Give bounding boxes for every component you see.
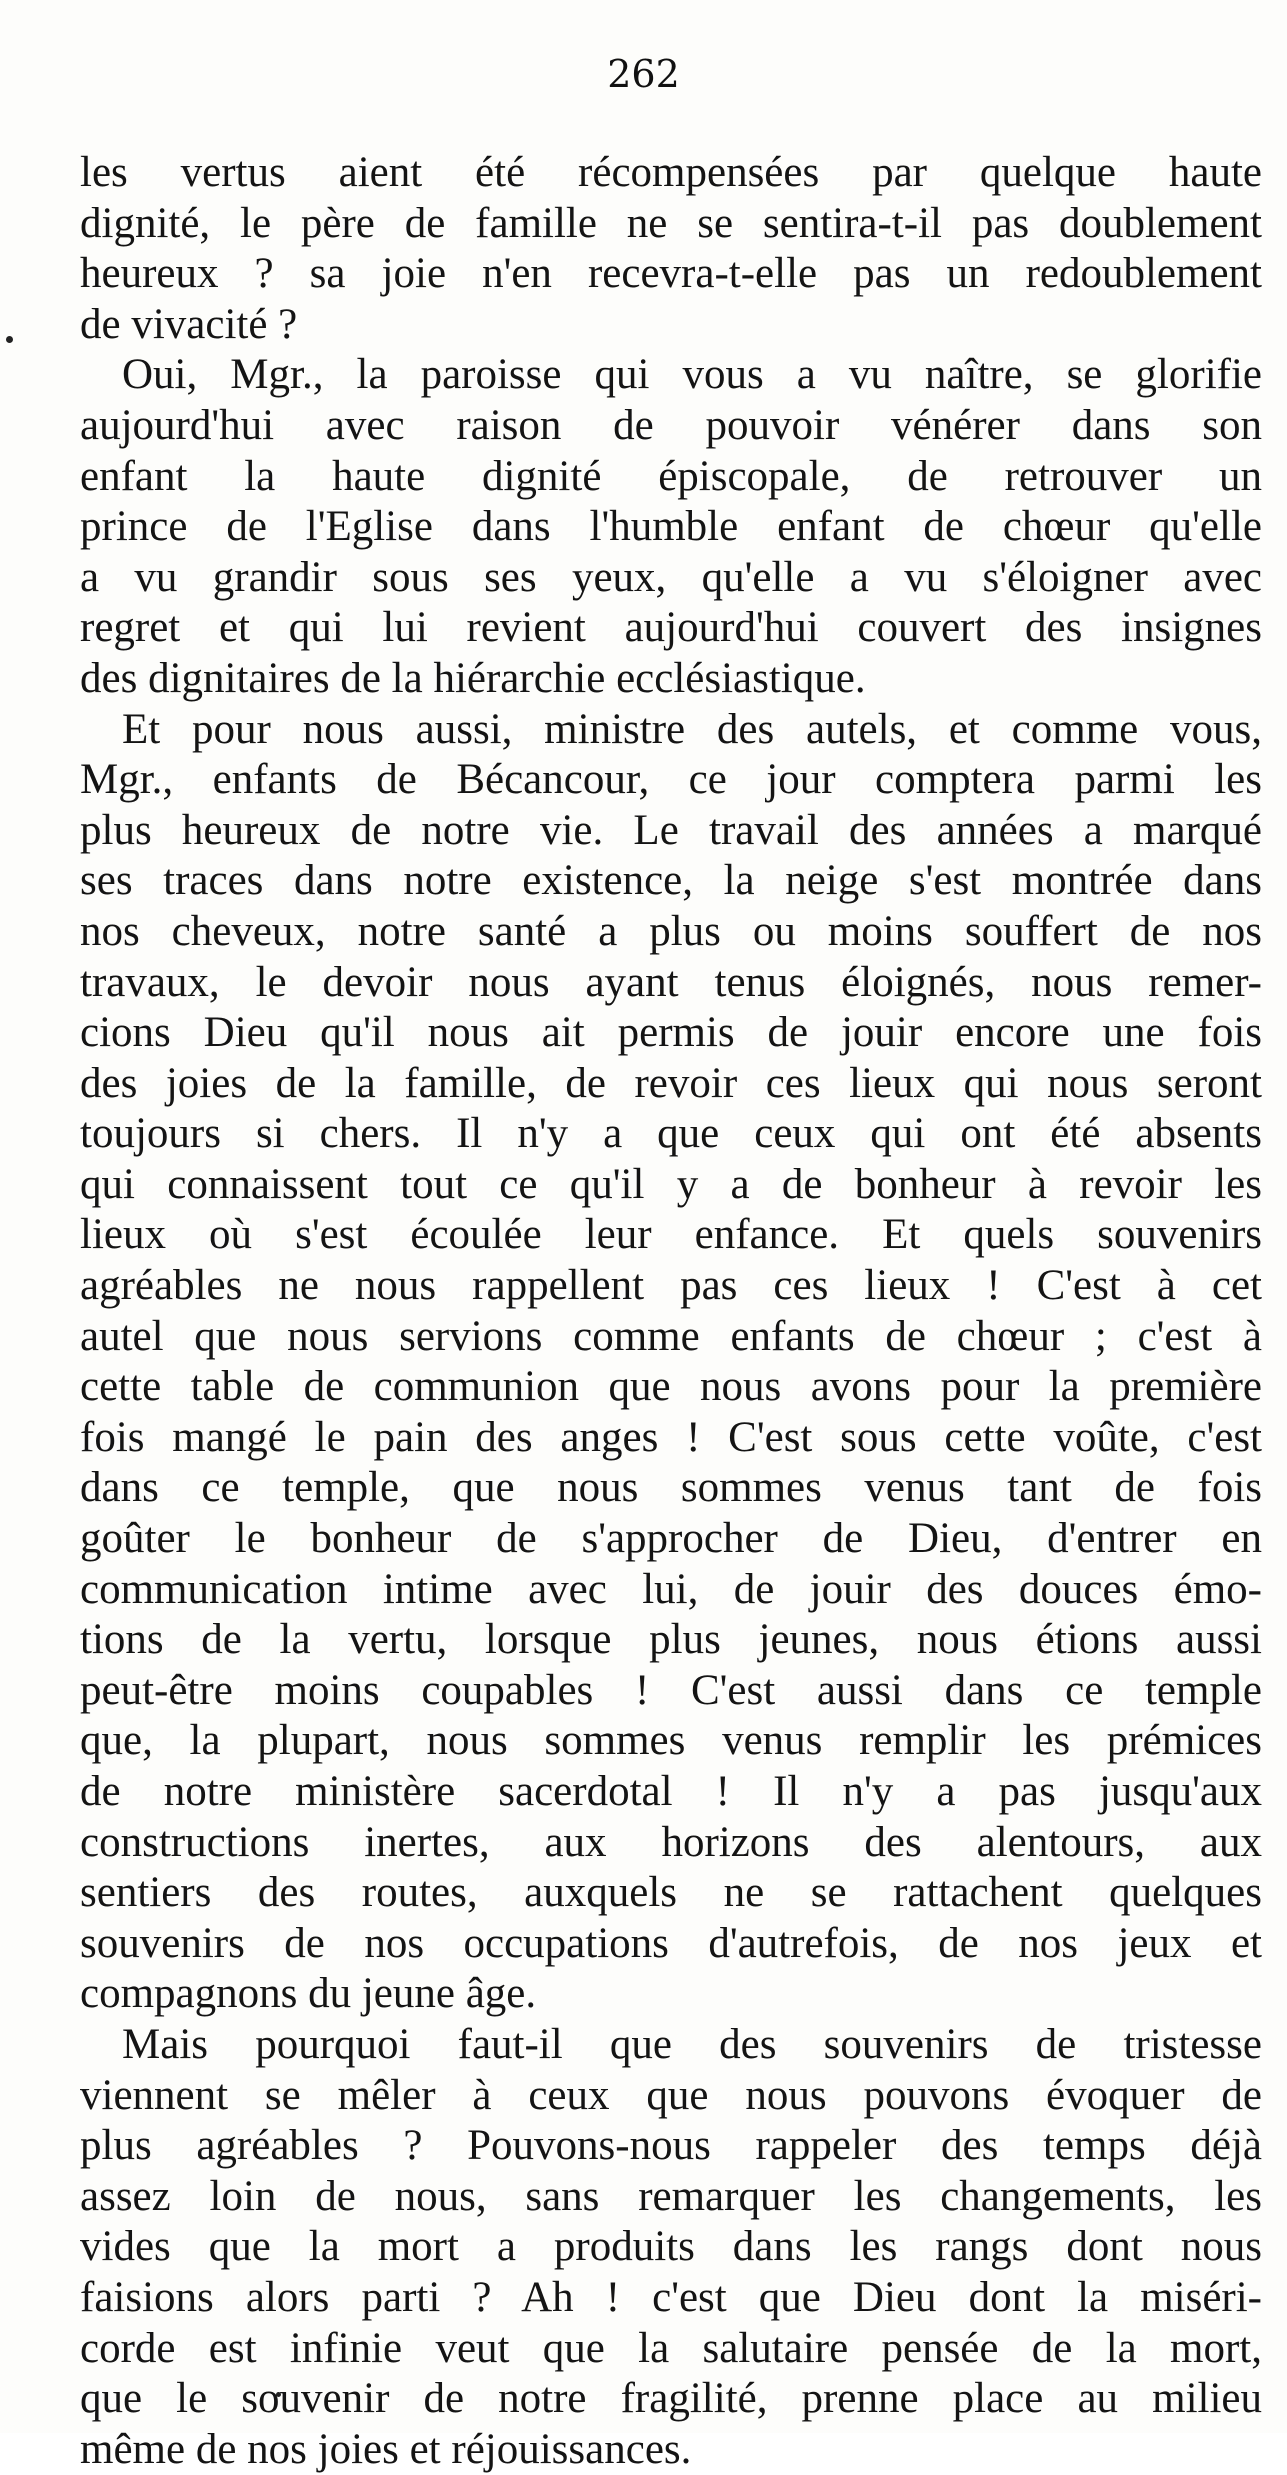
text-line: prince de l'Eglise dans l'humble enfant de chœur qu'elle bbox=[80, 503, 1262, 551]
page-number: 262 bbox=[607, 52, 680, 96]
text-line: de vivacité ? bbox=[80, 300, 298, 348]
text-line: faisions alors parti ? Ah ! c'est que Dieu dont la miséri- bbox=[80, 2273, 1262, 2321]
text-line: qui connaissent tout ce qu'il y a de bonheur à revoir les bbox=[80, 1160, 1262, 1208]
text-line: viennent se mêler à ceux que nous pouvons évoquer de bbox=[80, 2071, 1262, 2119]
text-line: autel que nous servions comme enfants de chœur ; c'est à bbox=[80, 1312, 1262, 1360]
text-line: fois mangé le pain des anges ! C'est sous cette voûte, c'est bbox=[80, 1413, 1262, 1461]
text-line: des joies de la famille, de revoir ces lieux qui nous seront bbox=[80, 1059, 1262, 1107]
text-line: les vertus aient été récompensées par quelque haute bbox=[80, 149, 1262, 196]
text-line: de notre ministère sacerdotal ! Il n'y a pas jusqu'aux bbox=[80, 1768, 1262, 1815]
text-line: Mais pourquoi faut-il que des souvenirs de tristesse bbox=[122, 2020, 1262, 2068]
text-line: peut-être moins coupables ! C'est aussi dans ce temple bbox=[80, 1666, 1262, 1714]
text-line: que le souvenir de notre fragilité, prenne place au milieu bbox=[80, 2375, 1262, 2423]
text-line: enfant la haute dignité épiscopale, de retrouver un bbox=[80, 452, 1262, 500]
ink-speck bbox=[6, 336, 13, 343]
text-line: toujours si chers. Il n'y a que ceux qui ont été absents bbox=[80, 1110, 1262, 1158]
text-line: agréables ne nous rappellent pas ces lieux ! C'est à cet bbox=[80, 1262, 1262, 1310]
body-text bbox=[80, 148, 1262, 2475]
text-line: Et pour nous aussi, ministre des autels, et comme vous, bbox=[122, 705, 1262, 753]
text-line: vides que la mort a produits dans les rangs dont nous bbox=[80, 2223, 1262, 2271]
text-line: sentiers des routes, auxquels ne se rattachent quelques bbox=[80, 1869, 1262, 1917]
text-line: communication intime avec lui, de jouir des douces émo- bbox=[80, 1565, 1262, 1613]
text-line: aujourd'hui avec raison de pouvoir vénérer dans son bbox=[80, 401, 1262, 449]
text-line: cions Dieu qu'il nous ait permis de jouir encore une fois bbox=[80, 1009, 1262, 1057]
text-line: tions de la vertu, lorsque plus jeunes, nous étions aussi bbox=[80, 1616, 1262, 1664]
text-line: goûter le bonheur de s'approcher de Dieu, d'entrer en bbox=[80, 1515, 1262, 1563]
text-line: heureux ? sa joie n'en recevra-t-elle pas un redoublement bbox=[80, 250, 1262, 298]
text-line: a vu grandir sous ses yeux, qu'elle a vu s'éloigner avec bbox=[80, 553, 1262, 601]
text-line: corde est infinie veut que la salutaire pensée de la mort, bbox=[80, 2324, 1262, 2372]
text-line: dignité, le père de famille ne se sentira-t-il pas doublement bbox=[80, 199, 1262, 247]
text-line: regret et qui lui revient aujourd'hui couvert des insignes bbox=[80, 604, 1262, 652]
text-line: dans ce temple, que nous sommes venus tant de fois bbox=[80, 1464, 1262, 1512]
text-line: ses traces dans notre existence, la neige s'est montrée dans bbox=[80, 857, 1262, 905]
text-line: assez loin de nous, sans remarquer les changements, les bbox=[80, 2172, 1262, 2220]
text-line: même de nos joies et réjouissances. bbox=[80, 2425, 692, 2473]
text-line: Mgr., enfants de Bécancour, ce jour comptera parmi les bbox=[80, 756, 1262, 804]
text-line: souvenirs de nos occupations d'autrefois, de nos jeux et bbox=[80, 1919, 1262, 1967]
text-line: travaux, le devoir nous ayant tenus éloignés, nous remer- bbox=[80, 958, 1262, 1006]
text-line: plus agréables ? Pouvons-nous rappeler des temps déjà bbox=[80, 2122, 1262, 2170]
text-line: nos cheveux, notre santé a plus ou moins souffert de nos bbox=[80, 907, 1262, 955]
text-line: cette table de communion que nous avons pour la première bbox=[80, 1363, 1262, 1411]
text-line: constructions inertes, aux horizons des alentours, aux bbox=[80, 1818, 1262, 1866]
text-line: que, la plupart, nous sommes venus remplir les prémices bbox=[80, 1717, 1262, 1765]
text-line: plus heureux de notre vie. Le travail des années a marqué bbox=[80, 806, 1262, 854]
text-line: compagnons du jeune âge. bbox=[80, 1970, 537, 2018]
text-line: Oui, Mgr., la paroisse qui vous a vu naître, se glorifie bbox=[122, 351, 1262, 399]
text-line: lieux où s'est écoulée leur enfance. Et quels souvenirs bbox=[80, 1211, 1262, 1259]
text-line: des dignitaires de la hiérarchie ecclésiastique. bbox=[80, 654, 866, 702]
